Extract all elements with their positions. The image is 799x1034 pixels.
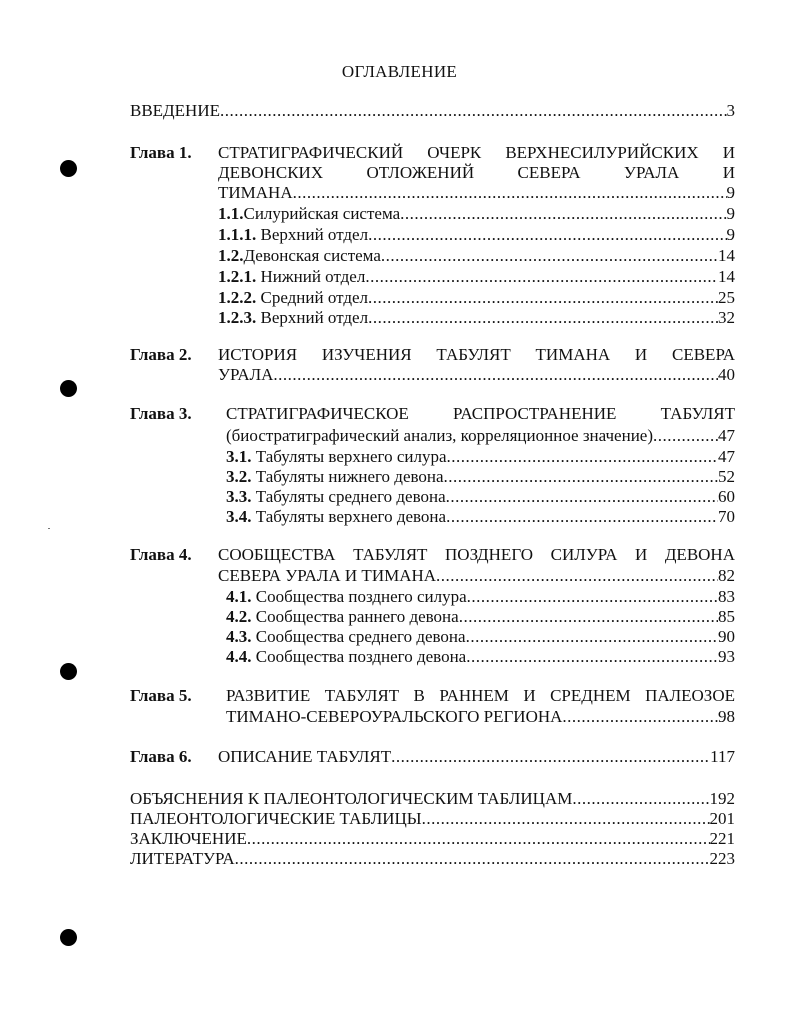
leader-dots	[368, 287, 718, 309]
chapter-title-line[interactable]: СООБЩЕСТВА ТАБУЛЯТ ПОЗДНЕГО СИЛУРА И ДЕВОНА	[218, 545, 735, 564]
toc-section-entry[interactable]	[226, 606, 735, 628]
section-number: 3.4.	[226, 507, 252, 526]
toc-section-entry[interactable]	[218, 203, 735, 225]
section-number: 1.2.2.	[218, 288, 257, 307]
leader-dots	[391, 746, 710, 768]
toc-page-number: 201	[709, 809, 735, 828]
section-title: Сообщества среднего девона	[255, 627, 466, 646]
section-number: 4.2.	[226, 607, 252, 626]
toc-section-entry[interactable]	[226, 626, 735, 648]
chapter-label: Глава 4.	[130, 545, 192, 564]
toc-page-number: 60	[718, 487, 735, 506]
section-title: Табуляты верхнего силура	[255, 447, 447, 466]
chapter-title-last-line[interactable]	[226, 706, 735, 728]
toc-entry-back[interactable]	[130, 808, 735, 830]
toc-entry-title: ОБЪЯСНЕНИЯ К ПАЛЕОНТОЛОГИЧЕСКИМ ТАБЛИЦАМ	[130, 789, 573, 808]
toc-page-number: 14	[718, 246, 735, 265]
section-number: 4.4.	[226, 647, 252, 666]
chapter-title-last-line[interactable]	[218, 182, 735, 204]
chapter-label: Глава 5.	[130, 686, 192, 705]
toc-page-number: 98	[718, 707, 735, 726]
leader-dots	[235, 848, 710, 870]
toc-entry-back[interactable]	[130, 848, 735, 870]
scan-mark	[48, 528, 50, 529]
chapter-label: Глава 3.	[130, 404, 192, 423]
chapter-title-line[interactable]: ИСТОРИЯ ИЗУЧЕНИЯ ТАБУЛЯТ ТИМАНА И СЕВЕРА	[218, 345, 735, 364]
punch-hole	[60, 380, 77, 397]
leader-dots	[447, 446, 718, 468]
chapter-title-last-line[interactable]	[226, 425, 735, 447]
chapter-title-last-line[interactable]	[218, 746, 735, 768]
punch-hole	[60, 929, 77, 946]
chapter-title-line: УРАЛА	[218, 365, 274, 384]
toc-section-entry[interactable]	[226, 646, 735, 668]
section-number: 1.2.1.	[218, 267, 257, 286]
toc-page-number: 40	[718, 365, 735, 384]
section-number: 1.2.	[218, 246, 244, 265]
section-title: Верхний отдел	[260, 225, 369, 244]
section-title: Табуляты верхнего девона	[255, 507, 447, 526]
leader-dots	[446, 506, 718, 528]
leader-dots	[368, 307, 718, 329]
toc-section-entry[interactable]	[218, 307, 735, 329]
toc-page-number: 223	[709, 849, 735, 868]
toc-section-entry[interactable]	[226, 446, 735, 468]
chapter-title-last-line[interactable]	[218, 565, 735, 587]
section-title: Сообщества позднего девона	[255, 647, 467, 666]
chapter-title-line[interactable]: РАЗВИТИЕ ТАБУЛЯТ В РАННЕМ И СРЕДНЕМ ПАЛЕОЗОЕ	[226, 686, 735, 705]
toc-section-entry[interactable]	[226, 586, 735, 608]
chapter-title-line: ТИМАНО-СЕВЕРОУРАЛЬСКОГО РЕГИОНА	[226, 707, 563, 726]
toc-section-entry[interactable]	[226, 506, 735, 528]
section-title: Средний отдел	[260, 288, 369, 307]
leader-dots	[444, 466, 718, 488]
leader-dots	[436, 565, 718, 587]
section-number: 1.1.1.	[218, 225, 257, 244]
chapter-title-last-line[interactable]	[218, 364, 735, 386]
chapter-title-line[interactable]: СТРАТИГРАФИЧЕСКИЙ ОЧЕРК ВЕРХНЕСИЛУРИЙСКИХ И	[218, 143, 735, 162]
section-number: 3.2.	[226, 467, 252, 486]
toc-entry-intro[interactable]	[130, 100, 735, 122]
chapter-title-line[interactable]: ДЕВОНСКИХ ОТЛОЖЕНИЙ СЕВЕРА УРАЛА И	[218, 163, 735, 182]
leader-dots	[459, 606, 718, 628]
leader-dots	[368, 224, 726, 246]
section-title: Сообщества позднего силура	[255, 587, 467, 606]
toc-section-entry[interactable]	[218, 287, 735, 309]
section-number: 1.2.3.	[218, 308, 257, 327]
punch-hole	[60, 160, 77, 177]
leader-dots	[247, 828, 710, 850]
chapter-title-line: СЕВЕРА УРАЛА И ТИМАНА	[218, 566, 437, 585]
leader-dots	[466, 646, 718, 668]
toc-entry-back[interactable]	[130, 788, 735, 810]
section-title: Табуляты нижнего девона	[255, 467, 444, 486]
toc-page-number: 32	[718, 308, 735, 327]
section-number: 3.1.	[226, 447, 252, 466]
toc-page-number: 47	[718, 426, 735, 445]
leader-dots	[446, 486, 718, 508]
leader-dots	[220, 100, 727, 122]
section-title: Сообщества раннего девона	[255, 607, 459, 626]
section-title: Силурийская система	[243, 204, 401, 223]
leader-dots	[572, 788, 709, 810]
leader-dots	[466, 626, 718, 648]
toc-page-number: 117	[710, 747, 735, 766]
chapter-title-line: (биостратиграфический анализ, корреляционное значение)	[226, 426, 653, 445]
punch-hole	[60, 663, 77, 680]
leader-dots	[273, 364, 718, 386]
toc-entry-title: ПАЛЕОНТОЛОГИЧЕСКИЕ ТАБЛИЦЫ	[130, 809, 422, 828]
section-number: 4.3.	[226, 627, 252, 646]
toc-entry-back[interactable]	[130, 828, 735, 850]
toc-entry-title: ЗАКЛЮЧЕНИЕ	[130, 829, 247, 848]
chapter-title-line: ТИМАНА	[218, 183, 293, 202]
toc-section-entry[interactable]	[218, 266, 735, 288]
chapter-label: Глава 2.	[130, 345, 192, 364]
section-title: Верхний отдел	[260, 308, 369, 327]
toc-page-number: 52	[718, 467, 735, 486]
leader-dots	[400, 203, 726, 225]
leader-dots	[365, 266, 718, 288]
toc-entry-title: ВВЕДЕНИЕ	[130, 101, 220, 120]
toc-section-entry[interactable]	[226, 466, 735, 488]
toc-section-entry[interactable]	[226, 486, 735, 508]
toc-page-number: 9	[726, 225, 735, 244]
chapter-label: Глава 1.	[130, 143, 192, 162]
page-title: ОГЛАВЛЕНИЕ	[341, 62, 458, 81]
leader-dots	[467, 586, 718, 608]
chapter-label: Глава 6.	[130, 747, 192, 766]
toc-page-number: 192	[709, 789, 735, 808]
leader-dots	[653, 425, 718, 447]
toc-page-number: 9	[726, 183, 735, 202]
toc-page-number: 93	[718, 647, 735, 666]
toc-page-number: 90	[718, 627, 735, 646]
toc-entry-title: ЛИТЕРАТУРА	[130, 849, 235, 868]
toc-page-number: 25	[718, 288, 735, 307]
section-title: Девонская система	[243, 246, 381, 265]
toc-page-number: 47	[718, 447, 735, 466]
leader-dots	[381, 245, 718, 267]
toc-section-entry[interactable]	[218, 245, 735, 267]
leader-dots	[293, 182, 727, 204]
section-number: 4.1.	[226, 587, 252, 606]
leader-dots	[422, 808, 710, 830]
section-title: Табуляты среднего девона	[255, 487, 446, 506]
chapter-title-line: ОПИСАНИЕ ТАБУЛЯТ	[218, 747, 392, 766]
toc-page-number: 14	[718, 267, 735, 286]
toc-page-number: 82	[718, 566, 735, 585]
toc-section-entry[interactable]	[218, 224, 735, 246]
section-number: 1.1.	[218, 204, 244, 223]
section-number: 3.3.	[226, 487, 252, 506]
toc-page-number: 83	[718, 587, 735, 606]
toc-page-number: 9	[726, 204, 735, 223]
toc-page-number: 70	[718, 507, 735, 526]
leader-dots	[562, 706, 718, 728]
section-title: Нижний отдел	[260, 267, 366, 286]
toc-page-number: 221	[709, 829, 735, 848]
chapter-title-line[interactable]: СТРАТИГРАФИЧЕСКОЕ РАСПРОСТРАНЕНИЕ ТАБУЛЯТ	[226, 404, 735, 423]
toc-page-number: 3	[726, 101, 735, 120]
toc-page-number: 85	[718, 607, 735, 626]
